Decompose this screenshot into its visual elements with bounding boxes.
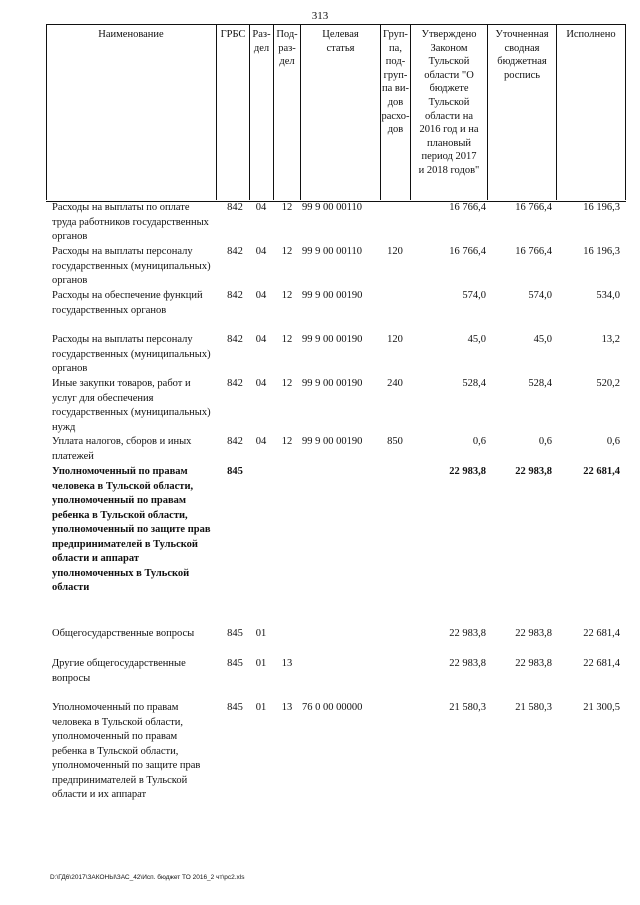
- row-podrazdel: 12: [281, 334, 293, 345]
- header-executed-label: Исполнено: [566, 29, 616, 40]
- row-razdel: 01: [255, 658, 267, 669]
- row-refined: 22 983,8: [515, 466, 552, 477]
- row-name: Уполномоченный по правам человека в Тульской области, уполномоченный по правам ребенка в Тульской области, уполномоченный по защите прав предпринимателей в Тульской области и аппарат уполномоченных в Тульской области: [52, 466, 211, 593]
- row-podrazdel: 12: [281, 246, 293, 257]
- row-name: Уполномоченный по правам человека в Тульской области, уполномоченный по правам ребенка в Тульской области, уполномоченный по защите прав предпринимателей в Тульской области и их аппарат: [52, 702, 201, 800]
- row-group: 850: [387, 436, 403, 447]
- row-name: Расходы на выплаты персоналу государственных (муниципальных) органов: [52, 334, 211, 374]
- row-executed: 22 681,4: [583, 658, 620, 669]
- header-article: [301, 28, 380, 55]
- row-approved: 21 580,3: [449, 702, 486, 713]
- row-razdel: 04: [255, 334, 267, 345]
- row-refined: 16 766,4: [515, 246, 552, 257]
- header-refined-label: Уточненная сводная бюджетная роспись: [495, 29, 549, 81]
- row-name: Расходы на выплаты по оплате труда работников государственных органов: [52, 202, 209, 242]
- row-approved: 16 766,4: [449, 246, 486, 257]
- row-razdel: 04: [255, 246, 267, 257]
- row-grbs: 842: [227, 378, 243, 389]
- column-border: [46, 24, 47, 200]
- row-article: 99 9 00 00190: [302, 290, 363, 301]
- row-approved: 22 983,8: [449, 466, 486, 477]
- header-razdel: [250, 28, 273, 55]
- row-podrazdel: 13: [281, 702, 293, 713]
- row-executed: 0,6: [606, 436, 620, 447]
- header-podrazdel: [274, 28, 300, 69]
- row-executed: 16 196,3: [583, 246, 620, 257]
- row-grbs: 842: [227, 202, 243, 213]
- row-refined: 574,0: [528, 290, 552, 301]
- row-group: 120: [387, 334, 403, 345]
- header-group-label: Груп- па, под- груп- па ви- дов расхо- дов: [381, 29, 410, 136]
- row-executed: 520,2: [596, 378, 620, 389]
- row-article: 99 9 00 00190: [302, 378, 363, 389]
- header-razdel-label: Раз- дел: [252, 29, 271, 54]
- file-path-footer: D:\ГД6\2017\ЗАКОНЫ\ЗАС_42\Исп. бюджет ТО 2016_2 чт\рс2.xls: [50, 874, 245, 881]
- row-grbs: 845: [227, 702, 243, 713]
- row-approved: 528,4: [462, 378, 486, 389]
- row-grbs: 845: [227, 466, 243, 477]
- row-podrazdel: 12: [281, 290, 293, 301]
- row-razdel: 04: [255, 436, 267, 447]
- row-podrazdel: 12: [281, 436, 293, 447]
- row-group: 120: [387, 246, 403, 257]
- row-name: Другие общегосударственные вопросы: [52, 658, 186, 684]
- header-executed: [557, 28, 625, 42]
- row-article: 99 9 00 00190: [302, 334, 363, 345]
- row-podrazdel: 12: [281, 378, 293, 389]
- header-grbs-label: ГРБС: [220, 29, 246, 40]
- row-executed: 22 681,4: [583, 466, 620, 477]
- row-grbs: 842: [227, 246, 243, 257]
- row-name: Иные закупки товаров, работ и услуг для обеспечения государственных (муниципальных) нужд: [52, 378, 211, 433]
- row-executed: 534,0: [596, 290, 620, 301]
- row-name: Расходы на выплаты персоналу государственных (муниципальных) органов: [52, 246, 211, 286]
- header-name-label: Наименование: [98, 29, 164, 40]
- row-refined: 528,4: [528, 378, 552, 389]
- row-group: 240: [387, 378, 403, 389]
- header-group: [381, 28, 410, 137]
- row-approved: 22 983,8: [449, 628, 486, 639]
- row-grbs: 842: [227, 436, 243, 447]
- row-podrazdel: 13: [281, 658, 293, 669]
- row-razdel: 04: [255, 290, 267, 301]
- row-podrazdel: 12: [281, 202, 293, 213]
- column-border: [216, 24, 217, 200]
- column-border: [556, 24, 557, 200]
- row-approved: 16 766,4: [449, 202, 486, 213]
- row-razdel: 01: [255, 702, 267, 713]
- header-approved-label: Утверждено Законом Тульской области "О бюджете Тульской области на 2016 год и на плановый период 2017 и 2018 годов": [418, 29, 480, 176]
- row-article: 99 9 00 00110: [302, 246, 362, 257]
- row-razdel: 04: [255, 378, 267, 389]
- row-name: Уплата налогов, сборов и иных платежей: [52, 436, 192, 462]
- header-podrazdel-label: Под- раз- дел: [276, 29, 298, 68]
- row-executed: 16 196,3: [583, 202, 620, 213]
- row-razdel: 01: [255, 628, 267, 639]
- header-refined: [488, 28, 556, 82]
- header-name: [48, 28, 214, 42]
- row-grbs: 842: [227, 290, 243, 301]
- row-article: 99 9 00 00190: [302, 436, 363, 447]
- row-refined: 45,0: [533, 334, 552, 345]
- row-executed: 21 300,5: [583, 702, 620, 713]
- header-grbs: [217, 28, 249, 42]
- row-name: Общегосударственные вопросы: [52, 628, 195, 639]
- row-approved: 574,0: [462, 290, 486, 301]
- row-name: Расходы на обеспечение функций государственных органов: [52, 290, 203, 316]
- row-executed: 22 681,4: [583, 628, 620, 639]
- row-article: 76 0 00 00000: [302, 702, 363, 713]
- row-razdel: 04: [255, 202, 267, 213]
- row-approved: 22 983,8: [449, 658, 486, 669]
- row-refined: 22 983,8: [515, 628, 552, 639]
- row-refined: 21 580,3: [515, 702, 552, 713]
- row-approved: 0,6: [472, 436, 486, 447]
- page-number: 313: [311, 10, 329, 22]
- row-grbs: 842: [227, 334, 243, 345]
- row-grbs: 845: [227, 628, 243, 639]
- row-refined: 16 766,4: [515, 202, 552, 213]
- row-refined: 0,6: [538, 436, 552, 447]
- row-executed: 13,2: [601, 334, 620, 345]
- row-article: 99 9 00 00110: [302, 202, 362, 213]
- column-border: [625, 24, 626, 200]
- header-article-label: Целевая статья: [322, 29, 359, 54]
- header-approved: [411, 28, 487, 178]
- row-refined: 22 983,8: [515, 658, 552, 669]
- row-grbs: 845: [227, 658, 243, 669]
- row-approved: 45,0: [467, 334, 486, 345]
